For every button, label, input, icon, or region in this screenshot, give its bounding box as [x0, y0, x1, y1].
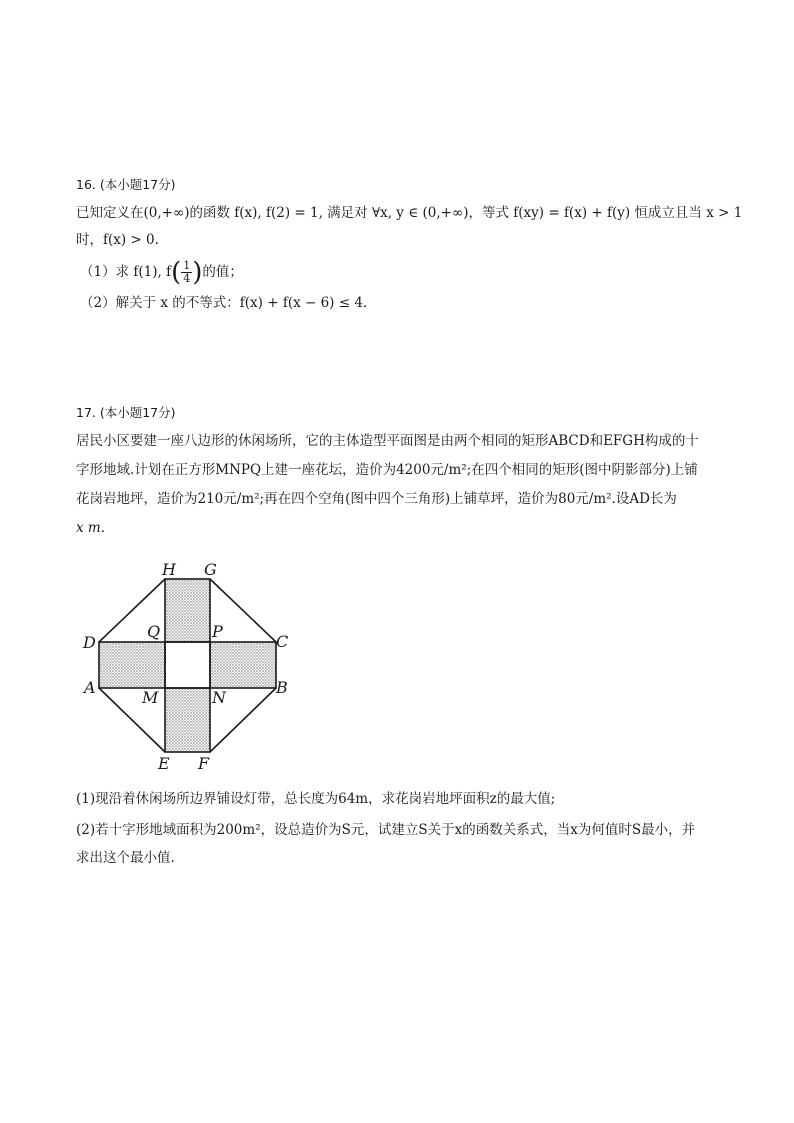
q17-header: 17. (本小题17分) — [76, 405, 176, 420]
label-e: E — [158, 754, 170, 773]
question-17 — [76, 404, 716, 538]
question-17-parts — [76, 789, 716, 868]
q16-part1 — [76, 257, 716, 287]
q16-part1-suffix: 的值； — [202, 264, 243, 280]
right-paren: ) — [192, 257, 203, 288]
q17-stem-line4: x m. — [76, 520, 105, 536]
fraction-numerator: 1 — [183, 259, 191, 272]
q17-part2-line2: 求出这个最小值. — [76, 850, 175, 866]
fraction-one-quarter — [181, 260, 192, 285]
label-c: C — [276, 632, 289, 651]
shaded-rect-left — [99, 642, 165, 688]
label-p: P — [212, 622, 223, 641]
q17-part1: (1)现沿着休闲场所边界铺设灯带，总长度为64m，求花岗岩地坪面积z的最大值; — [76, 791, 556, 807]
shaded-rect-top — [165, 579, 210, 642]
q16-header: 16. (本小题17分) — [76, 177, 176, 192]
label-m: M — [142, 688, 159, 707]
q16-part1-prefix: （1）求 f(1), f — [80, 264, 172, 280]
label-n: N — [212, 688, 226, 707]
question-16 — [76, 176, 743, 313]
q16-part2: （2）解关于 x 的不等式：f(x) + f(x − 6) ≤ 4. — [80, 295, 368, 311]
q17-stem-line3: 花岗岩地坪，造价为210元/m²;再在四个空角(图中四个三角形)上铺草坪，造价为80元/m².设AD长为 — [76, 491, 677, 507]
label-q: Q — [147, 622, 161, 641]
q17-stem-line2: 字形地域.计划在正方形MNPQ上建一座花坛，造价为4200元/m²;在四个相同的矩形(图中阴影部分)上铺 — [76, 462, 698, 478]
shaded-rect-right — [210, 642, 276, 688]
q17-part2-line1: (2)若十字形地域面积为200m²，设总造价为S元，试建立S关于x的函数关系式，当x为何值时S最小，并 — [76, 822, 696, 838]
label-h: H — [162, 560, 176, 579]
octagon-cross-figure — [76, 556, 316, 776]
label-f: F — [198, 754, 210, 773]
q16-stem-line1: 已知定义在(0,+∞)的函数 f(x), f(2) = 1, 满足对 ∀x, y ∈ (0,+∞)，等式 f(xy) = f(x) + f(y) 恒成立且当 x > 1 — [76, 205, 743, 221]
q17-stem-line1: 居民小区要建一座八边形的休闲场所，它的主体造型平面图是由两个相同的矩形ABCD和EFGH构成的十 — [76, 433, 699, 449]
square-mnpq — [165, 642, 210, 688]
fraction-denominator: 4 — [183, 272, 191, 285]
shaded-rect-bottom — [165, 688, 210, 752]
q16-stem-line2: 时，f(x) > 0. — [76, 232, 159, 248]
label-b: B — [276, 678, 288, 697]
label-a: A — [84, 678, 96, 697]
left-paren: ( — [171, 257, 182, 288]
label-d: D — [83, 633, 96, 652]
label-g: G — [204, 560, 217, 579]
